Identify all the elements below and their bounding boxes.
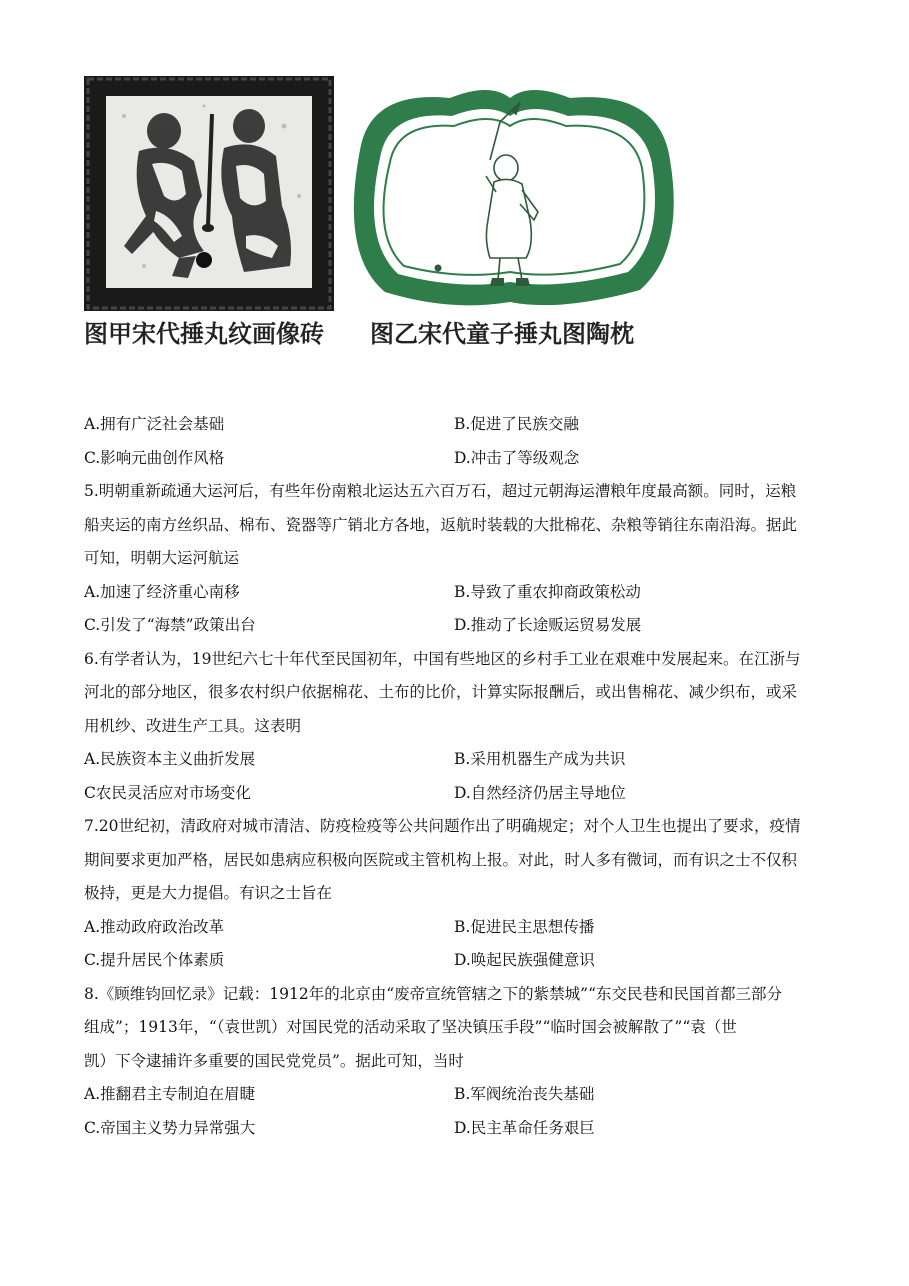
q4-options xyxy=(84,408,824,442)
q7-line-2: 期间要求更加严格，居民如患病应积极向医院或主管机构上报。对此，时人多有微词，而有识之士不仅积 xyxy=(84,850,798,869)
figure-row xyxy=(84,76,684,316)
q7-stem xyxy=(84,810,824,911)
q8-line-3: 凯）下令逮捕许多重要的国民党党员”。据此可知，当时 xyxy=(84,1051,464,1070)
q7-options-row2 xyxy=(84,944,824,978)
pillow-image xyxy=(340,80,680,312)
q5-option-a[interactable]: A.加速了经济重心南移 xyxy=(84,582,240,601)
q7-line-3: 极持，更是大力提倡。有识之士旨在 xyxy=(84,884,333,902)
q8-option-a[interactable]: A.推翻君主专制迫在眉睫 xyxy=(84,1085,256,1103)
caption-figure-b: 图乙宋代童子捶丸图陶枕 xyxy=(370,320,634,348)
q4-option-d[interactable]: D.冲击了等级观念 xyxy=(454,448,580,467)
q7-option-d[interactable]: D.唤起民族强健意识 xyxy=(454,951,595,969)
q4-option-a[interactable]: A.拥有广泛社会基础 xyxy=(84,415,225,433)
q7-option-c[interactable]: C.提升居民个体素质 xyxy=(84,951,225,969)
q8-option-b[interactable]: B.军阀统治丧失基础 xyxy=(454,1085,595,1103)
q5-line-1: 5.明朝重新疏通大运河后，有些年份南粮北运达五六百万石，超过元朝海运漕粮年度最高额。同时，运粮 xyxy=(84,482,797,500)
q7-options xyxy=(84,911,824,945)
q4-options-row2 xyxy=(84,442,824,476)
q7-option-a[interactable]: A.推动政府政治改革 xyxy=(84,917,225,936)
q6-option-c[interactable]: C农民灵活应对市场变化 xyxy=(84,783,251,802)
q5-option-b[interactable]: B.导致了重农抑商政策松动 xyxy=(454,582,641,601)
q4-option-b[interactable]: B.促进了民族交融 xyxy=(454,415,579,433)
q8-option-c[interactable]: C.帝国主义势力异常强大 xyxy=(84,1118,256,1137)
q5-line-2: 船夹运的南方丝织品、棉布、瓷器等广销北方各地，返航时装载的大批棉花、杂粮等销往东南沿海。据此 xyxy=(84,515,798,534)
q8-line-1: 8.《顾维钧回忆录》记载：1912年的北京由“废帝宣统管辖之下的紫禁城”“东交民巷和民国首都三部分 xyxy=(84,984,783,1003)
q6-stem xyxy=(84,643,824,744)
figure-captions xyxy=(84,314,704,350)
q6-line-2: 河北的部分地区，很多农村织户依据棉花、土布的比价，计算实际报酬后，或出售棉花、减少织布，或采 xyxy=(84,683,798,701)
q5-options-row2 xyxy=(84,609,824,643)
questions xyxy=(84,408,824,1145)
q8-stem xyxy=(84,978,824,1079)
q5-options xyxy=(84,576,824,610)
q5-option-d[interactable]: D.推动了长途贩运贸易发展 xyxy=(454,616,642,634)
q7-line-1: 7.20世纪初，清政府对城市清洁、防疫检疫等公共问题作出了明确规定；对个人卫生也提出了要求，疫情 xyxy=(84,817,801,835)
q8-options xyxy=(84,1078,824,1112)
brick-rubbing-image xyxy=(84,76,334,311)
q6-option-b[interactable]: B.采用机器生产成为共识 xyxy=(454,750,626,768)
q8-line-2: 组成”；1913年，“（袁世凯）对国民党的活动采取了坚决镇压手段”“临时国会被解散了”“袁（世 xyxy=(84,1018,737,1036)
q5-option-c[interactable]: C.引发了“海禁”政策出台 xyxy=(84,616,256,634)
q4-option-c[interactable]: C.影响元曲创作风格 xyxy=(84,448,225,467)
q8-options-row2 xyxy=(84,1112,824,1146)
q7-option-b[interactable]: B.促进民主思想传播 xyxy=(454,917,595,936)
q6-options xyxy=(84,743,824,777)
q6-options-row2 xyxy=(84,777,824,811)
q8-option-d[interactable]: D.民主革命任务艰巨 xyxy=(454,1118,595,1137)
q6-line-1: 6.有学者认为，19世纪六七十年代至民国初年，中国有些地区的乡村手工业在艰难中发展起来。在江浙与 xyxy=(84,649,801,668)
q6-line-3: 用机纱、改进生产工具。这表明 xyxy=(84,716,302,735)
q6-option-d[interactable]: D.自然经济仍居主导地位 xyxy=(454,783,626,802)
q5-stem xyxy=(84,475,824,576)
q6-option-a[interactable]: A.民族资本主义曲折发展 xyxy=(84,750,256,768)
caption-figure-a: 图甲宋代捶丸纹画像砖 xyxy=(84,320,324,348)
q5-line-3: 可知，明朝大运河航运 xyxy=(84,549,240,567)
